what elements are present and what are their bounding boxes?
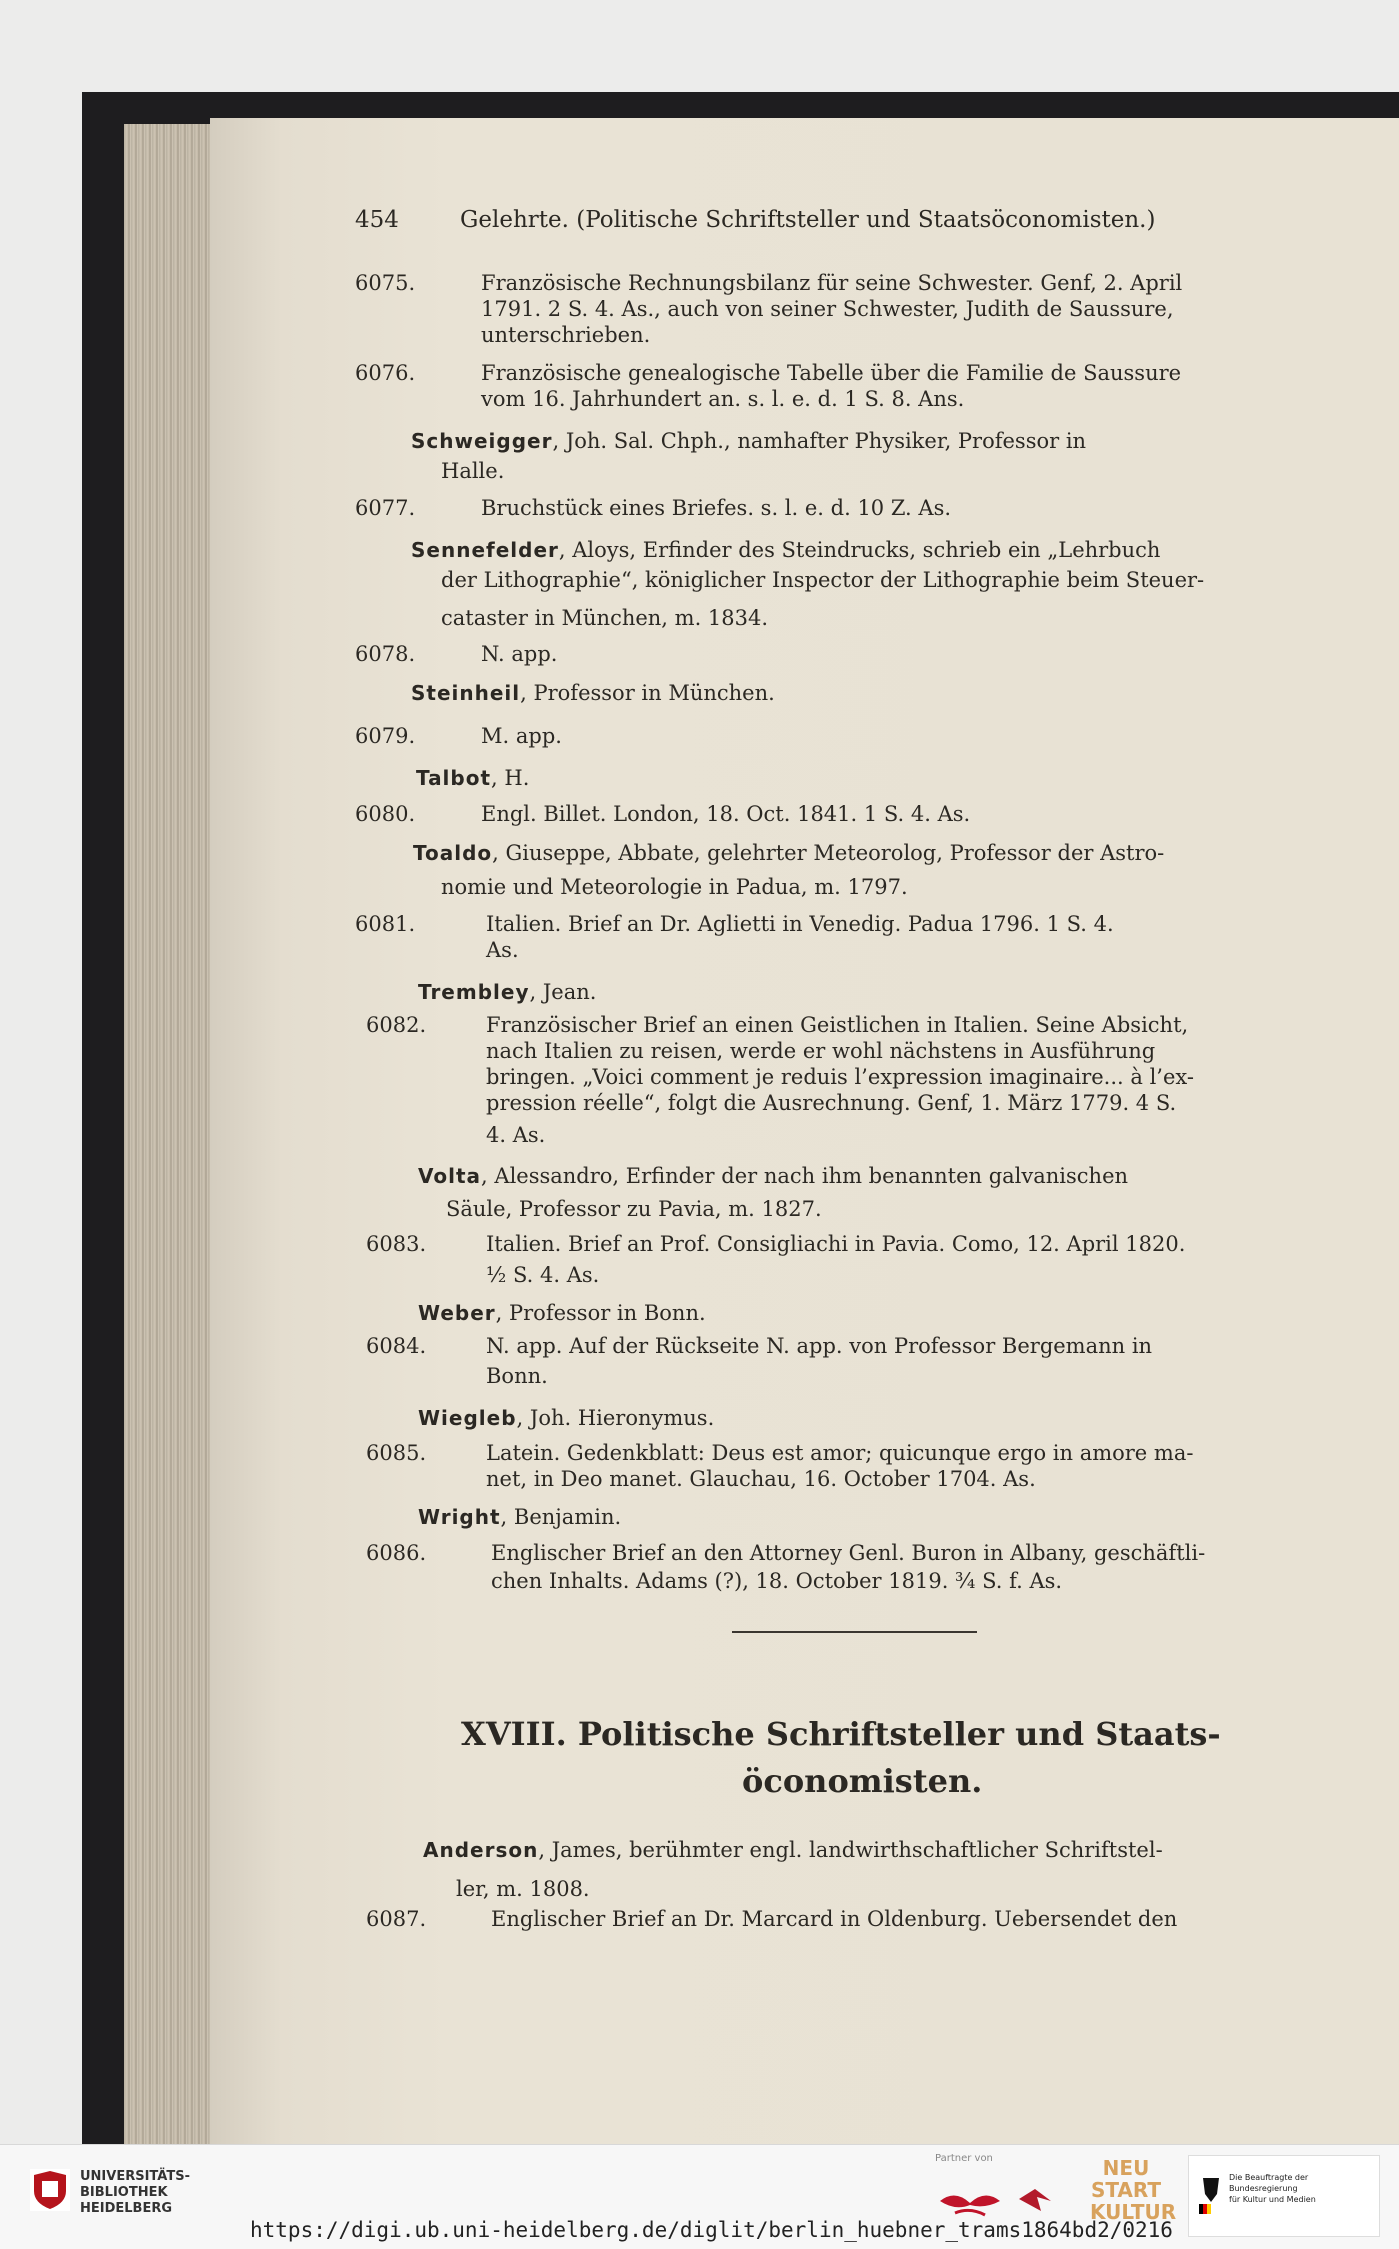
person-text-line: Halle. <box>441 459 505 483</box>
entry-text: Bruchstück eines Briefes. s. l. e. d. 10 Z. As. <box>481 496 952 520</box>
person-name: Anderson <box>423 1838 539 1862</box>
section-divider <box>732 1631 977 1633</box>
person-name: Wiegleb <box>418 1406 517 1430</box>
person-name: Toaldo <box>413 841 493 865</box>
person-text-line: der Lithographie“, königlicher Inspector der Lithographie beim Steuer- <box>441 568 1205 592</box>
person-steinheil: Steinheil, Professor in München. <box>411 681 775 705</box>
person-anderson: Anderson, James, berühmter engl. landwirthschaftlicher Schriftstel- <box>423 1838 1163 1862</box>
person-name: Sennefelder <box>411 538 559 562</box>
entry-number: 6087. <box>366 1907 427 1931</box>
entry-text: Englischer Brief an den Attorney Genl. Buron in Albany, geschäftli- <box>491 1541 1206 1565</box>
running-title: Gelehrte. (Politische Schriftsteller und Staatsöconomisten.) <box>460 207 1156 233</box>
entry-number: 6080. <box>355 802 416 826</box>
person-trembley: Trembley, Jean. <box>418 980 597 1004</box>
entry-number: 6084. <box>366 1334 427 1358</box>
entry-number: 6078. <box>355 642 416 666</box>
entry-text: Englischer Brief an Dr. Marcard in Oldenburg. Uebersendet den <box>491 1907 1178 1931</box>
university-library-logo-icon[interactable] <box>30 2169 70 2215</box>
entry-number: 6083. <box>366 1232 427 1256</box>
person-volta: Volta, Alessandro, Erfinder der nach ihm benannten galvanischen <box>418 1164 1129 1188</box>
entry-number: 6076. <box>355 361 416 385</box>
entry-number: 6086. <box>366 1541 427 1565</box>
person-name: Talbot <box>416 766 492 790</box>
federal-government-text: Die Beauftragte der Bundesregierung für Kultur und Medien <box>1229 2173 1316 2204</box>
person-talbot: Talbot, H. <box>416 766 530 790</box>
entry-text: Französische Rechnungsbilanz für seine Schwester. Genf, 2. April <box>481 271 1183 295</box>
partner-label: Partner von <box>935 2153 993 2164</box>
page-number: 454 <box>355 207 399 233</box>
person-text-line: cataster in München, m. 1834. <box>441 606 769 630</box>
entry-number: 6077. <box>355 496 416 520</box>
university-library-name[interactable]: UNIVERSITÄTS- BIBLIOTHEK HEIDELBERG <box>80 2169 190 2216</box>
entry-text: Latein. Gedenkblatt: Deus est amor; quicunque ergo in amore ma- <box>486 1441 1194 1465</box>
person-schweigger: Schweigger, Joh. Sal. Chph., namhafter Physiker, Professor in <box>411 429 1087 453</box>
running-header <box>355 207 1156 233</box>
entry-number: 6079. <box>355 724 416 748</box>
entry-text: Italien. Brief an Dr. Aglietti in Venedig. Padua 1796. 1 S. 4. <box>486 912 1114 936</box>
person-name: Steinheil <box>411 681 521 705</box>
entry-text: Französische genealogische Tabelle über die Familie de Saussure <box>481 361 1182 385</box>
federal-eagle-icon <box>1199 2174 1223 2214</box>
entry-number: 6075. <box>355 271 416 295</box>
section-heading-continued: öconomisten. <box>742 1762 983 1800</box>
entry-number: 6081. <box>355 912 416 936</box>
person-sennefelder: Sennefelder, Aloys, Erfinder des Steindrucks, schrieb ein „Lehrbuch <box>411 538 1161 562</box>
page-url[interactable]: https://digi.ub.uni-heidelberg.de/diglit/berlin_huebner_trams1864bd2/0216 <box>250 2218 1173 2242</box>
person-name: Schweigger <box>411 429 553 453</box>
person-name: Wright <box>418 1505 501 1529</box>
person-name: Trembley <box>418 980 530 1004</box>
entry-text: Engl. Billet. London, 18. Oct. 1841. 1 S. 4. As. <box>481 802 971 826</box>
entry-text: N. app. Auf der Rückseite N. app. von Professor Bergemann in <box>486 1334 1153 1358</box>
person-text-line: Säule, Professor zu Pavia, m. 1827. <box>446 1197 822 1221</box>
federal-government-logo[interactable] <box>1188 2155 1380 2237</box>
person-name: Volta <box>418 1164 482 1188</box>
partner-logo-bird-icon[interactable] <box>1015 2179 1055 2223</box>
person-weber: Weber, Professor in Bonn. <box>418 1301 706 1325</box>
person-text-line: ler, m. 1808. <box>456 1877 590 1901</box>
entry-number: 6082. <box>366 1013 427 1037</box>
person-wiegleb: Wiegleb, Joh. Hieronymus. <box>418 1406 715 1430</box>
section-heading: XVIII. Politische Schriftsteller und Staats- <box>461 1715 1221 1753</box>
entry-number: 6085. <box>366 1441 427 1465</box>
entry-text: Französischer Brief an einen Geistlichen in Italien. Seine Absicht, <box>486 1013 1189 1037</box>
person-toaldo: Toaldo, Giuseppe, Abbate, gelehrter Meteorolog, Professor der Astro- <box>413 841 1165 865</box>
entry-text: N. app. <box>481 642 558 666</box>
entry-text: M. app. <box>481 724 562 748</box>
neustart-kultur-logo[interactable]: NEU START KULTUR <box>1090 2156 1177 2224</box>
person-name: Weber <box>418 1301 496 1325</box>
page-text: 454 Gelehrte. (Politische Schriftsteller und Staatsöconomisten.) 6075. Französische Rechnungsbilanz für seine Schwester. Genf, 2. April 1791. 2 S. 4. As., auch von seiner Schwester, Judith de Saussure, unterschrieben. 6076. Französische genealogische Tabelle über die Familie de Saussure vom 16. Jahrhundert an. s. l. e. d. 1 S. 8. Ans. Schweigger, Joh. Sal. Chph., namhafter Physiker, Professor in Halle. 6077. Bruchstück eines Briefes. s. l. e. d. 10 Z. As. Sennefelder, Aloys, Erfinder des Steindrucks, schrieb ein „Lehrbuch der Lithographie“, königlicher Inspector der Lithographie beim Steuer- cataster in München, m. 1834. 6078. N. app. Steinheil, Professor in München. 6079. M. app. Talbot, H. 6080. Engl. Billet. London, 18. Oct. 1841. 1 S. 4. As. Toaldo, Giuseppe, Abbate, gelehrter Meteorolog, Professor der Astro- nomie und Meteorologie in Padua, m. 1797. 6081. Italien. Brief an Dr. Aglietti in Venedig. Padua 1796. 1 S. 4. As. Trembley, Jean. 6082. Französischer Brief an einen Geistlichen in Italien. Seine Absicht, nach Italien zu reisen, werde er wohl nächstens in Ausführung bringen. „Voici comment je reduis l’expression imaginaire... à l’ex- pression réelle“, folgt die Ausrechnung. Genf, 1. März 1779. 4 S. 4. As. Volta, Alessandro, Erfinder der nach ihm benannten galvanischen Säule, Professor zu Pavia, m. 1827. 6083. Italien. Brief an Prof. Consigliachi in Pavia. Como, 12. April 1820. ½ S. 4. As. Weber, Professor in Bonn. 6084. N. app. Auf der Rückseite N. app. von Professor Bergemann in Bonn. Wiegleb, Joh. Hieronymus. 6085. Latein. Gedenkblatt: Deus est amor; quicunque ergo in amore ma- net, in Deo manet. Glauchau, 16. October 1704. As. Wright, Benjamin. 6086. Englischer Brief an den Attorney Genl. Buron in Albany, geschäftli- chen Inhalts. Adams (?), 18. October 1819. ¾ S. f. As. XVIII. Politische Schriftsteller und Staats- öconomisten. Anderson, James, berühmter engl. landwirthschaftlicher Schriftstel- ler, m. 1808. 6087. Englischer Brief an Dr. Marcard in Oldenburg. Uebersendet den <box>355 207 1221 1931</box>
person-wright: Wright, Benjamin. <box>418 1505 622 1529</box>
entry-text: Italien. Brief an Prof. Consigliachi in Pavia. Como, 12. April 1820. <box>486 1232 1186 1256</box>
person-text-line: nomie und Meteorologie in Padua, m. 1797. <box>441 875 908 899</box>
